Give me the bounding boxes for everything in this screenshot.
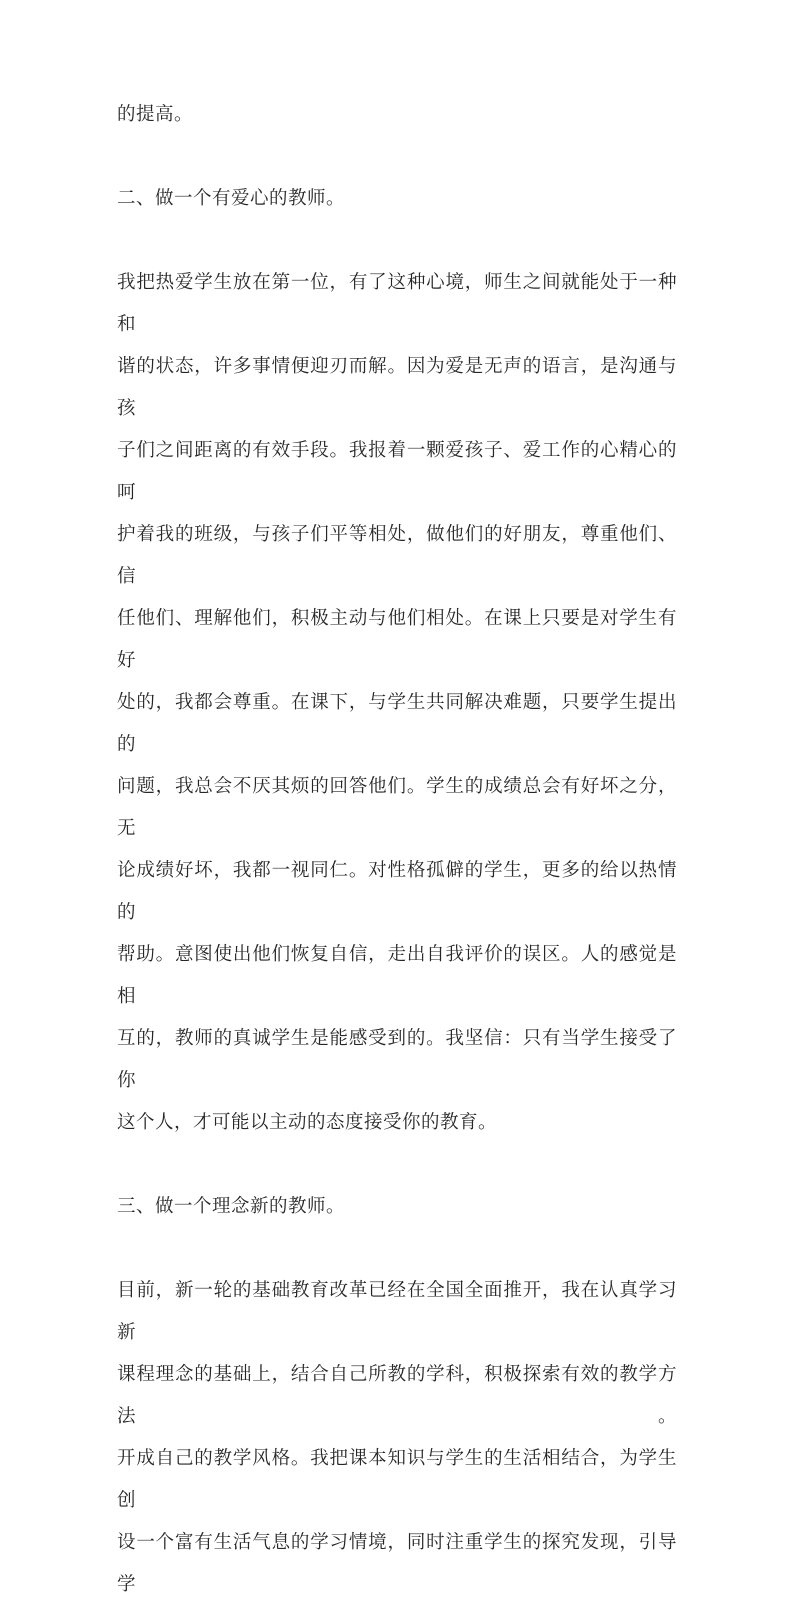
text-line: 论成绩好坏，我都一视同仁。对性格孤僻的学生，更多的给以热情的 — [117, 860, 677, 923]
text-line: 谐的状态，许多事情便迎刃而解。因为爱是无声的语言，是沟通与孩 — [117, 356, 677, 419]
text-line: 护着我的班级，与孩子们平等相处，做他们的好朋友，尊重他们、信 — [117, 524, 677, 587]
text-line: 目前，新一轮的基础教育改革已经在全国全面推开，我在认真学习新 — [117, 1280, 677, 1343]
paragraph-continuation — [117, 94, 677, 136]
text-line: 的提高。 — [117, 104, 194, 125]
paragraph — [117, 262, 677, 1144]
text-line: 二、做一个有爱心的教师。 — [117, 188, 346, 209]
text-line: 三、做一个理念新的教师。 — [117, 1196, 346, 1217]
text-line: 帮助。意图使出他们恢复自信，走出自我评价的误区。人的感觉是相 — [117, 944, 677, 1007]
text-line: 互的，教师的真诚学生是能感受到的。我坚信：只有当学生接受了你 — [117, 1028, 677, 1091]
section-heading — [117, 178, 677, 220]
text-line: 设一个富有生活气息的学习情境，同时注重学生的探究发现，引导学 — [117, 1532, 677, 1595]
text-line: 处的，我都会尊重。在课下，与学生共同解决难题，只要学生提出的 — [117, 692, 677, 755]
text-line: 这个人，才可能以主动的态度接受你的教育。 — [117, 1112, 498, 1133]
section-heading — [117, 1186, 677, 1228]
paragraph — [117, 1270, 677, 1606]
text-line: 开成自己的教学风格。我把课本知识与学生的生活相结合，为学生创 — [117, 1448, 677, 1511]
text-line: 课程理念的基础上，结合自己所教的学科，积极探索有效的教学方法。 — [117, 1364, 677, 1427]
document-content — [117, 94, 677, 1606]
text-line: 我把热爱学生放在第一位，有了这种心境，师生之间就能处于一种和 — [117, 272, 677, 335]
text-line: 问题，我总会不厌其烦的回答他们。学生的成绩总会有好坏之分，无 — [117, 776, 677, 839]
text-line: 任他们、理解他们，积极主动与他们相处。在课上只要是对学生有好 — [117, 608, 677, 671]
text-line: 子们之间距离的有效手段。我报着一颗爱孩子、爱工作的心精心的呵 — [117, 440, 677, 503]
